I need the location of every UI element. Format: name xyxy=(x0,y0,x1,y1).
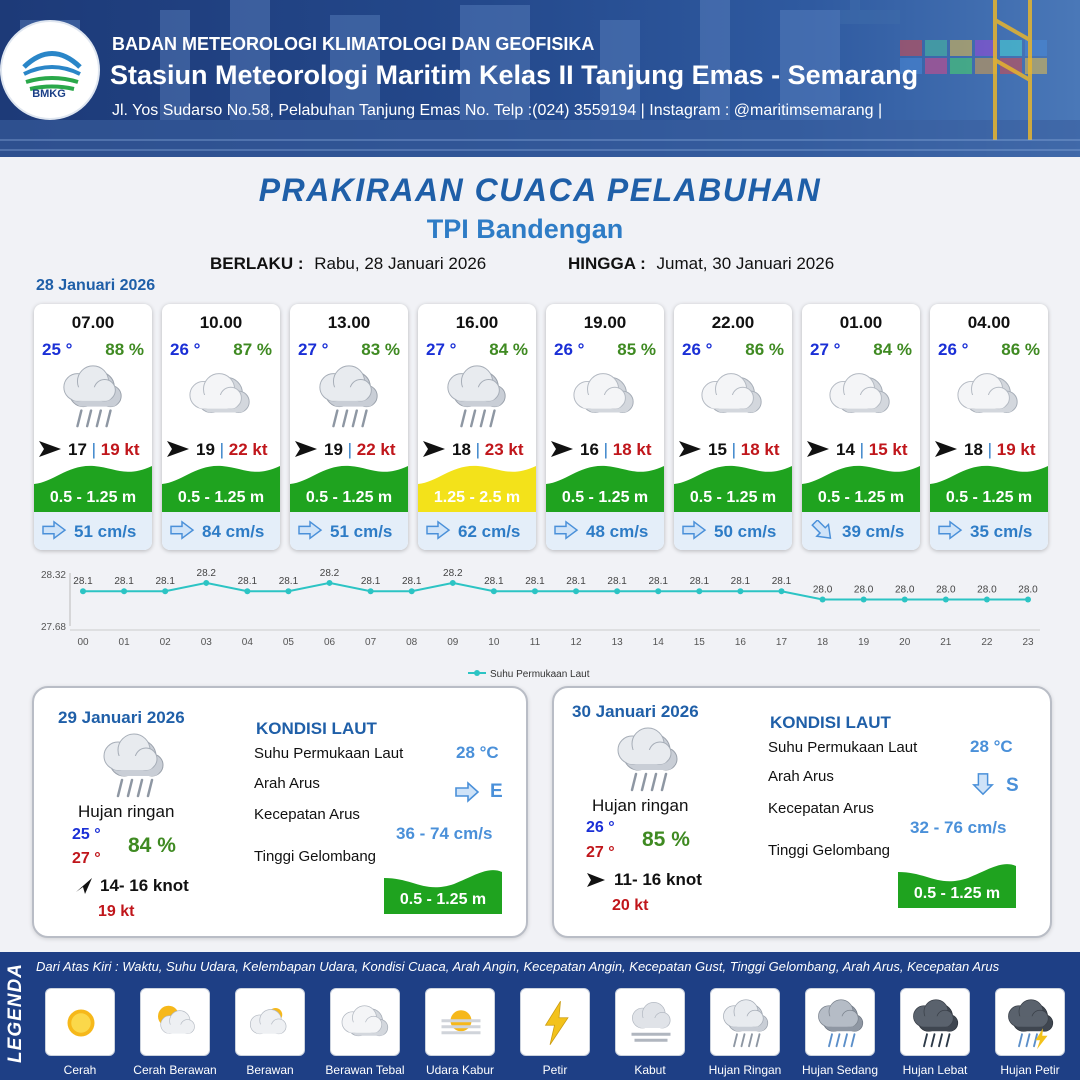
current-speed: 51 cm/s xyxy=(330,522,393,541)
forecast-card-22.00 xyxy=(674,304,792,550)
forecast-wind: 18 | 19 kt xyxy=(964,440,1036,459)
data-label: 28.1 xyxy=(689,576,710,588)
day-temp-max: 27 ° xyxy=(72,850,101,867)
rain-light-icon xyxy=(716,993,776,1053)
current-east-arrow-icon xyxy=(424,520,452,542)
data-point xyxy=(327,580,333,586)
forecast-temp: 27 ° xyxy=(298,340,329,359)
legend-item-hujan-petir xyxy=(995,988,1065,1056)
day-date: 29 Januari 2026 xyxy=(58,708,185,727)
valid-to-value: Jumat, 30 Januari 2026 xyxy=(656,254,835,273)
data-label: 28.1 xyxy=(648,576,668,588)
gust-speed: 18 kt xyxy=(612,440,652,459)
legend-item-kabut xyxy=(615,988,685,1056)
sst-chart xyxy=(0,560,1080,685)
data-label: 28.0 xyxy=(853,584,874,596)
data-label: 28.0 xyxy=(1018,584,1038,596)
data-point xyxy=(614,588,620,594)
current-speed-label: Kecepatan Arus xyxy=(768,800,874,817)
data-point xyxy=(778,588,784,594)
sea-condition-title: KONDISI LAUT xyxy=(770,713,891,732)
forecast-humidity: 86 % xyxy=(1001,340,1040,359)
forecast-time: 22.00 xyxy=(711,313,755,332)
x-tick-label: 12 xyxy=(570,637,582,648)
legend-item-label: Kabut xyxy=(634,1063,666,1077)
cloudy-thick-icon xyxy=(949,362,1029,430)
forecast-humidity: 84 % xyxy=(489,340,528,359)
cloudy-thick-icon xyxy=(181,362,261,430)
x-tick-label: 23 xyxy=(1022,637,1034,648)
current-east-arrow-icon xyxy=(454,780,480,804)
forecast-time: 19.00 xyxy=(583,313,627,332)
legend-item-label: Hujan Sedang xyxy=(801,1063,879,1077)
wind-direction-icon xyxy=(74,876,94,896)
station-name: Stasiun Meteorologi Maritim Kelas II Tanjung Emas - Semarang xyxy=(110,60,919,90)
x-tick-label: 16 xyxy=(734,637,746,648)
forecast-time: 16.00 xyxy=(455,313,499,332)
bmkg-emblem-icon xyxy=(2,22,102,122)
forecast-time: 07.00 xyxy=(71,313,115,332)
x-tick-label: 08 xyxy=(406,637,418,648)
data-point xyxy=(943,597,949,603)
rain-light-icon xyxy=(53,362,133,430)
wave-height-value: 0.5 - 1.25 m xyxy=(305,489,393,506)
data-point xyxy=(573,588,579,594)
day-temp-max: 27 ° xyxy=(586,844,615,861)
current-east-arrow-icon xyxy=(296,520,324,542)
wave-height-value: 1.25 - 2.5 m xyxy=(433,489,521,506)
data-point xyxy=(285,588,291,594)
thunderstorm-icon xyxy=(1001,993,1061,1053)
sst-value: 28 °C xyxy=(970,737,1013,756)
current-speed-label: Kecepatan Arus xyxy=(254,806,360,823)
x-tick-label: 11 xyxy=(529,637,541,648)
wave-height-value: 0.5 - 1.25 m xyxy=(817,489,905,506)
x-tick-label: 22 xyxy=(981,637,993,648)
sunny-icon xyxy=(51,993,111,1053)
x-tick-label: 05 xyxy=(282,637,294,648)
legend-item-udara-kabur xyxy=(425,988,495,1056)
cloudy-thick-icon xyxy=(821,362,901,430)
data-label: 28.1 xyxy=(730,576,751,588)
day-gust: 19 kt xyxy=(98,903,135,920)
wind-speed: 14 xyxy=(836,440,855,459)
rain-light-icon xyxy=(437,362,517,430)
data-label: 28.2 xyxy=(319,567,340,579)
forecast-humidity: 84 % xyxy=(873,340,912,359)
wind-speed: 19 xyxy=(324,440,343,459)
lightning-icon xyxy=(526,993,586,1053)
wind-direction-icon xyxy=(806,438,830,460)
data-label: 28.1 xyxy=(155,576,175,588)
x-tick-label: 15 xyxy=(693,637,705,648)
legend-item-hujan-ringan xyxy=(710,988,780,1056)
current-east-arrow-icon xyxy=(40,520,68,542)
data-point xyxy=(409,588,415,594)
logo-text: BMKG xyxy=(32,88,66,100)
wind-direction-icon xyxy=(550,438,574,460)
forecast-card-16.00 xyxy=(418,304,536,550)
valid-to xyxy=(568,254,834,274)
legend-item-label: Berawan Tebal xyxy=(325,1063,405,1077)
wind-speed: 18 xyxy=(452,440,471,459)
legend-item-berawan-tebal xyxy=(330,988,400,1056)
data-label: 28.1 xyxy=(771,576,792,588)
legend-item-label: Hujan Lebat xyxy=(902,1063,968,1077)
wind-direction-icon xyxy=(678,438,702,460)
fog-icon xyxy=(621,993,681,1053)
current-east-arrow-icon xyxy=(552,520,580,542)
forecast-humidity: 88 % xyxy=(105,340,144,359)
wave-height-value: 0.5 - 1.25 m xyxy=(945,489,1033,506)
location-subtitle: TPI Bandengan xyxy=(426,214,624,244)
x-tick-label: 19 xyxy=(858,637,870,648)
data-point xyxy=(80,588,86,594)
data-point xyxy=(861,597,867,603)
legend-description: Dari Atas Kiri : Waktu, Suhu Udara, Kelembapan Udara, Kondisi Cuaca, Arah Angin, Kecepatan Angin, Kecepatan Gust, Tinggi Gelombang, Arah Arus, Kecepatan Arus xyxy=(36,959,1000,974)
data-label: 28.0 xyxy=(977,584,997,596)
wind-direction-icon xyxy=(166,438,190,460)
x-tick-label: 07 xyxy=(365,637,377,648)
forecast-time: 13.00 xyxy=(327,313,371,332)
data-label: 28.0 xyxy=(936,584,956,596)
data-point xyxy=(244,588,250,594)
current-east-arrow-icon xyxy=(168,520,196,542)
forecast-card-10.00 xyxy=(162,304,280,550)
partly-cloudy-icon xyxy=(146,993,206,1053)
overcast-icon xyxy=(336,993,396,1053)
wave-height-value: 0.5 - 1.25 m xyxy=(689,489,777,506)
forecast-humidity: 83 % xyxy=(361,340,400,359)
wave-height-value: 0.5 - 1.25 m xyxy=(177,489,265,506)
gust-speed: 22 kt xyxy=(356,440,396,459)
wind-direction-icon xyxy=(422,438,446,460)
gust-speed: 19 kt xyxy=(100,440,140,459)
y-tick-label: 27.68 xyxy=(40,622,66,633)
x-tick-label: 17 xyxy=(775,637,788,648)
cloudy-thick-icon xyxy=(693,362,773,430)
bmkg-logo xyxy=(0,20,100,120)
current-speed: 62 cm/s xyxy=(458,522,521,541)
data-point xyxy=(655,588,661,594)
sea-condition-title: KONDISI LAUT xyxy=(256,719,377,738)
day-panel-30 xyxy=(552,686,1052,938)
day-temp-min: 25 ° xyxy=(72,826,101,843)
day-condition: Hujan ringan xyxy=(592,796,689,815)
gust-speed: 18 kt xyxy=(740,440,780,459)
data-point xyxy=(820,597,826,603)
data-point xyxy=(368,588,374,594)
sst-value: 28 °C xyxy=(456,743,499,762)
wind-direction-icon xyxy=(586,870,606,890)
current-speed-value: 32 - 76 cm/s xyxy=(910,818,1007,837)
wave-label: Tinggi Gelombang xyxy=(768,842,891,859)
day-condition: Hujan ringan xyxy=(78,802,175,821)
data-point xyxy=(984,597,990,603)
series-line xyxy=(83,583,1028,600)
wind-direction-icon xyxy=(934,438,958,460)
legend-item-label: Udara Kabur xyxy=(425,1063,495,1077)
forecast-temp: 26 ° xyxy=(682,340,713,359)
data-point xyxy=(491,588,497,594)
rain-light-icon xyxy=(608,724,688,794)
current-south-arrow-icon xyxy=(970,772,996,796)
current-speed: 51 cm/s xyxy=(74,522,137,541)
wind-direction-icon xyxy=(38,438,62,460)
forecast-time: 04.00 xyxy=(967,313,1011,332)
forecast-card-04.00 xyxy=(930,304,1048,550)
data-label: 28.1 xyxy=(607,576,627,588)
gust-speed: 23 kt xyxy=(484,440,524,459)
data-label: 28.1 xyxy=(484,576,504,588)
wind-speed: 16 xyxy=(580,440,599,459)
data-label: 28.0 xyxy=(812,584,833,596)
legend-item-cerah-berawan xyxy=(140,988,210,1056)
x-tick-label: 13 xyxy=(611,637,623,648)
data-label: 28.2 xyxy=(196,567,216,579)
forecast-humidity: 86 % xyxy=(745,340,784,359)
wave-height-value: 0.5 - 1.25 m xyxy=(561,489,649,506)
legend-item-berawan xyxy=(235,988,305,1056)
data-label: 28.1 xyxy=(360,576,381,588)
forecast-wind: 19 | 22 kt xyxy=(196,440,268,459)
x-tick-label: 10 xyxy=(488,637,500,648)
current-speed: 84 cm/s xyxy=(202,522,265,541)
wave-height-value: 0.5 - 1.25 m xyxy=(399,891,487,908)
legend-series-name: Suhu Permukaan Laut xyxy=(490,669,590,680)
gust-speed: 22 kt xyxy=(228,440,268,459)
header-banner xyxy=(0,0,1080,157)
rain-light-icon xyxy=(309,362,389,430)
forecast-wind: 16 | 18 kt xyxy=(580,440,652,459)
day-wind-speed: 14- 16 knot xyxy=(100,876,189,895)
data-label: 28.1 xyxy=(278,576,299,588)
data-point xyxy=(532,588,538,594)
current-speed: 39 cm/s xyxy=(842,522,905,541)
gust-speed: 19 kt xyxy=(996,440,1036,459)
valid-from-label: BERLAKU : xyxy=(210,254,304,273)
data-point xyxy=(1025,597,1031,603)
cloudy-thick-icon xyxy=(565,362,645,430)
x-tick-label: 14 xyxy=(652,637,664,648)
wave-label: Tinggi Gelombang xyxy=(254,848,377,865)
x-tick-label: 04 xyxy=(241,637,253,648)
legend-item-hujan-lebat xyxy=(900,988,970,1056)
data-point xyxy=(902,597,908,603)
current-speed: 35 cm/s xyxy=(970,522,1033,541)
day-gust: 20 kt xyxy=(612,897,649,914)
data-point xyxy=(121,588,127,594)
legend-item-label: Berawan xyxy=(246,1063,294,1077)
data-point xyxy=(450,580,456,586)
day-panel-29 xyxy=(32,686,528,938)
current-dir-value: S xyxy=(1006,775,1019,796)
current-speed: 48 cm/s xyxy=(586,522,649,541)
wind-direction-icon xyxy=(294,438,318,460)
y-tick-label: 28.32 xyxy=(40,570,66,581)
day-humidity: 84 % xyxy=(128,834,176,857)
forecast-temp: 26 ° xyxy=(170,340,201,359)
forecast-temp: 26 ° xyxy=(938,340,969,359)
x-tick-label: 01 xyxy=(118,637,130,648)
x-tick-label: 20 xyxy=(899,637,911,648)
agency-name: BADAN METEOROLOGI KLIMATOLOGI DAN GEOFISIKA xyxy=(112,34,595,54)
data-label: 28.1 xyxy=(237,576,258,588)
data-point xyxy=(696,588,702,594)
legend-title: LEGENDA xyxy=(5,963,26,1063)
x-tick-label: 00 xyxy=(77,637,89,648)
gust-speed: 15 kt xyxy=(868,440,908,459)
current-speed: 50 cm/s xyxy=(714,522,777,541)
forecast-temp: 27 ° xyxy=(426,340,457,359)
data-label: 28.1 xyxy=(114,576,134,588)
valid-to-label: HINGGA : xyxy=(568,254,646,273)
x-tick-label: 09 xyxy=(447,637,459,648)
wind-speed: 17 xyxy=(68,440,87,459)
forecast-temp: 25 ° xyxy=(42,340,73,359)
data-point xyxy=(203,580,209,586)
current-dir-label: Arah Arus xyxy=(768,768,834,785)
data-label: 28.1 xyxy=(401,576,422,588)
forecast-humidity: 85 % xyxy=(617,340,656,359)
legend-item-petir xyxy=(520,988,590,1056)
page-title: PRAKIRAAN CUACA PELABUHAN xyxy=(258,172,822,208)
forecast-time: 01.00 xyxy=(839,313,883,332)
data-label: 28.1 xyxy=(73,576,93,588)
x-tick-label: 18 xyxy=(817,637,829,648)
x-tick-label: 21 xyxy=(940,637,952,648)
current-dir-label: Arah Arus xyxy=(254,775,320,792)
sst-label: Suhu Permukaan Laut xyxy=(254,745,404,762)
rain-moderate-icon xyxy=(811,993,871,1053)
forecast-temp: 26 ° xyxy=(554,340,585,359)
current-speed-value: 36 - 74 cm/s xyxy=(396,824,493,843)
legend-item-label: Cerah xyxy=(63,1063,97,1077)
forecast-wind: 18 | 23 kt xyxy=(452,440,524,459)
wave-height-value: 0.5 - 1.25 m xyxy=(49,489,137,506)
rain-heavy-icon xyxy=(906,993,966,1053)
valid-from xyxy=(210,254,486,274)
current-east-arrow-icon xyxy=(680,520,708,542)
day-humidity: 85 % xyxy=(642,828,690,851)
legend-item-label: Petir xyxy=(542,1063,568,1077)
data-label: 28.1 xyxy=(525,576,545,588)
x-tick-label: 03 xyxy=(200,637,212,648)
sst-label: Suhu Permukaan Laut xyxy=(768,739,918,756)
legend-item-cerah xyxy=(45,988,115,1056)
forecast-wind: 14 | 15 kt xyxy=(836,440,908,459)
legend-item-label: Cerah Berawan xyxy=(133,1063,217,1077)
forecast-wind: 15 | 18 kt xyxy=(708,440,780,459)
forecast-card-13.00 xyxy=(290,304,408,550)
forecast-card-19.00 xyxy=(546,304,664,550)
legend-side-label xyxy=(0,952,30,1080)
haze-icon xyxy=(431,993,491,1053)
forecast-time: 10.00 xyxy=(199,313,243,332)
wind-speed: 18 xyxy=(964,440,983,459)
forecast-card-07.00 xyxy=(34,304,152,550)
day1-date-label: 28 Januari 2026 xyxy=(36,277,156,294)
data-point xyxy=(162,588,168,594)
forecast-wind: 19 | 22 kt xyxy=(324,440,396,459)
valid-from-value: Rabu, 28 Januari 2026 xyxy=(314,254,487,273)
wind-speed: 19 xyxy=(196,440,215,459)
forecast-card-01.00 xyxy=(802,304,920,550)
day-temp-min: 26 ° xyxy=(586,819,615,836)
data-point xyxy=(737,588,743,594)
rain-light-icon xyxy=(94,730,174,800)
legend-item-label: Hujan Petir xyxy=(1000,1063,1060,1077)
data-label: 28.0 xyxy=(895,584,915,596)
cloudy-icon xyxy=(241,993,301,1053)
legend-item-label: Hujan Ringan xyxy=(708,1063,782,1077)
forecast-humidity: 87 % xyxy=(233,340,272,359)
wave-height-value: 0.5 - 1.25 m xyxy=(913,885,1001,902)
legend-item-hujan-sedang xyxy=(805,988,875,1056)
day-wind-speed: 11- 16 knot xyxy=(614,870,702,889)
forecast-wind: 17 | 19 kt xyxy=(68,440,140,459)
wind-speed: 15 xyxy=(708,440,727,459)
station-address: Jl. Yos Sudarso No.58, Pelabuhan Tanjung Emas No. Telp :(024) 3559194 | Instagram : @maritimsemarang | xyxy=(112,102,883,119)
data-label: 28.1 xyxy=(566,576,586,588)
day-date: 30 Januari 2026 xyxy=(572,702,699,721)
current-east-arrow-icon xyxy=(936,520,964,542)
current-dir-value: E xyxy=(490,781,503,802)
data-label: 28.2 xyxy=(443,567,463,579)
legend-swatch-dot xyxy=(474,670,480,676)
x-tick-label: 02 xyxy=(159,637,171,648)
current-southeast-arrow-icon xyxy=(808,520,836,542)
forecast-temp: 27 ° xyxy=(810,340,841,359)
x-tick-label: 06 xyxy=(323,637,336,648)
